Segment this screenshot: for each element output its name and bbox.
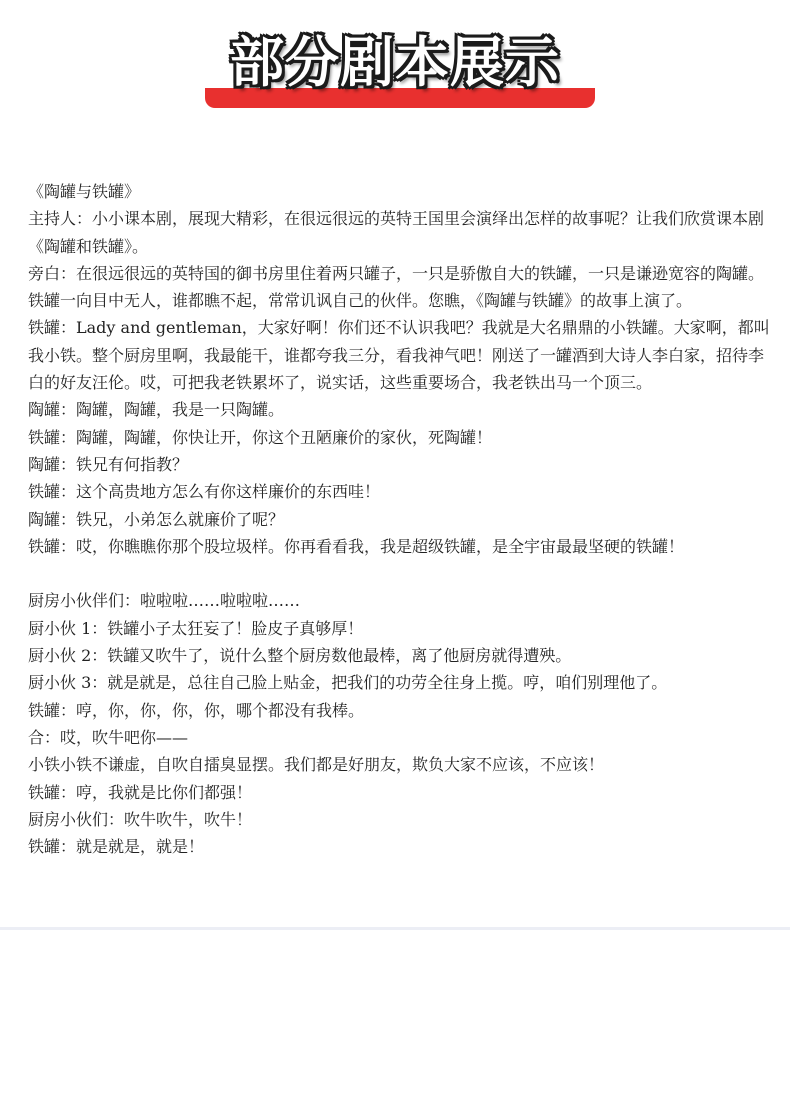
- script-line: 铁罐：哼，我就是比你们都强！: [28, 782, 253, 802]
- script-title: 《陶罐与铁罐》: [28, 182, 141, 201]
- script-line: 主持人：小小课本剧，展现大精彩，在很远很远的英特王国里会演绎出怎样的故事呢？让我们欣赏课本剧《陶罐和铁罐》。: [28, 209, 765, 256]
- script-line: 铁罐：哎，你瞧瞧你那个股垃圾样。你再看看我，我是超级铁罐，是全宇宙最最坚硬的铁罐！: [28, 536, 685, 556]
- script-line: 厨小伙 3：就是就是，总往自己脸上贴金，把我们的功劳全往身上揽。哼，咱们别理他了。: [28, 673, 668, 693]
- script-line: 厨房小伙伴们：啦啦啦……啦啦啦……: [28, 591, 301, 611]
- paragraph-gap: [28, 560, 778, 587]
- script-line: 厨房小伙们：吹牛吹牛，吹牛！: [28, 809, 253, 829]
- header-banner: [0, 0, 790, 130]
- banner-title: 部分剧本展示: [230, 31, 560, 94]
- script-line: 陶罐：陶罐，陶罐，我是一只陶罐。: [28, 400, 285, 420]
- script-line: 铁罐：就是就是，就是！: [28, 837, 205, 857]
- script-line: 陶罐：铁兄有何指教？: [28, 454, 189, 474]
- bottom-divider: [0, 927, 790, 930]
- script-line: 小铁小铁不谦虚，自吹自擂臭显摆。我们都是好朋友，欺负大家不应该，不应该！: [28, 755, 605, 775]
- script-line: 厨小伙 1：铁罐小子太狂妄了！脸皮子真够厚！: [28, 618, 364, 638]
- script-line: 铁罐：陶罐，陶罐，你快让开，你这个丑陋廉价的家伙，死陶罐！: [28, 427, 493, 447]
- script-line: 陶罐：铁兄，小弟怎么就廉价了呢？: [28, 509, 285, 529]
- script-line: 合：哎，吹牛吧你——: [28, 727, 189, 747]
- script-text: [28, 178, 778, 860]
- script-line: 铁罐：Lady and gentleman，大家好啊！你们还不认识我吧？我就是大名鼎鼎的小铁罐。大家啊，都叫我小铁。整个厨房里啊，我最能干，谁都夸我三分，看我神气吧！刚送了一罐酒到大诗人李白家，招待李白的好友汪伦。哎，可把我老铁累坏了，说实话，这些重要场合，我老铁出马一个顶三。: [28, 318, 770, 393]
- script-line: 厨小伙 2：铁罐又吹牛了，说什么整个厨房数他最棒，离了他厨房就得遭殃。: [28, 646, 572, 666]
- script-line: 铁罐：这个高贵地方怎么有你这样廉价的东西哇！: [28, 482, 381, 502]
- script-line: 旁白：在很远很远的英特国的御书房里住着两只罐子，一只是骄傲自大的铁罐，一只是谦逊宽容的陶罐。铁罐一向目中无人，谁都瞧不起，常常讥讽自己的伙伴。您瞧，《陶罐与铁罐》的故事上演了。: [28, 263, 765, 311]
- script-line: 铁罐：哼，你，你，你，你，哪个都没有我棒。: [28, 700, 365, 720]
